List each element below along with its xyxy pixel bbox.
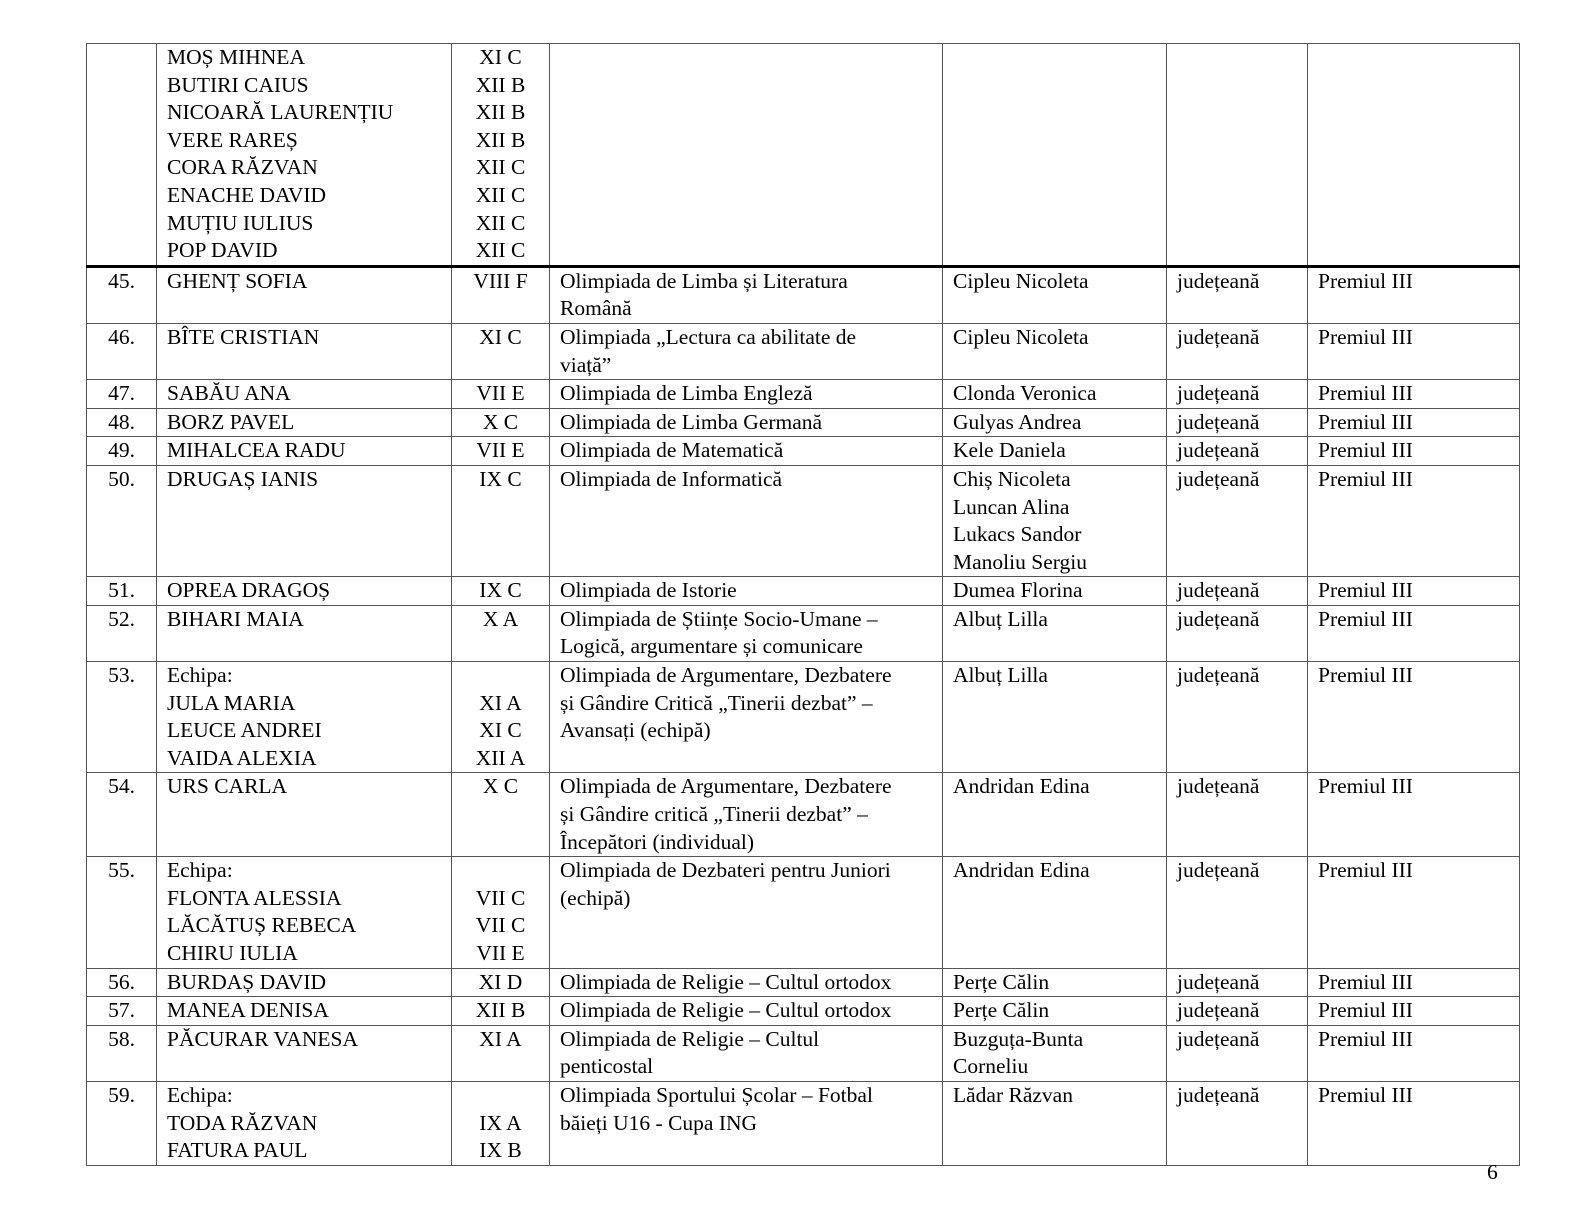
competition-line: și Gândire Critică „Tinerii dezbat” – <box>560 690 873 715</box>
competition <box>550 773 943 857</box>
student-class: VII E <box>476 381 525 406</box>
student-class: X A <box>482 606 519 631</box>
row-number: 52. <box>87 605 157 661</box>
stage: județeană <box>1167 857 1308 968</box>
student-name: BUTIRI CAIUS <box>167 72 309 97</box>
student-names <box>157 44 452 267</box>
table-row <box>87 408 1520 437</box>
competition-line: Avansați (echipă) <box>560 718 711 743</box>
student-name: URS CARLA <box>167 774 288 799</box>
student-class: VII C <box>475 913 526 938</box>
student-name: Echipa: <box>167 663 233 688</box>
prize <box>1308 44 1520 267</box>
student-class <box>452 857 549 885</box>
student-names <box>157 605 452 661</box>
competition-line: Olimpiada de Religie – Cultul ortodox <box>560 969 892 994</box>
student-classes <box>452 266 550 323</box>
student-class: XII C <box>475 155 526 180</box>
student-names <box>157 1081 452 1165</box>
student-class: VII E <box>476 941 525 965</box>
table-row <box>87 997 1520 1026</box>
student-names <box>157 857 452 968</box>
teachers <box>943 266 1167 323</box>
competition-line: Olimpiada de Limba și Literatura <box>560 268 848 293</box>
stage: județeană <box>1167 605 1308 661</box>
competition-line: Olimpiada de Informatică <box>560 466 783 491</box>
student-name: POP DAVID <box>167 238 278 263</box>
stage: județeană <box>1167 266 1308 323</box>
competition-line: (echipă) <box>560 885 631 910</box>
teachers <box>943 380 1167 409</box>
student-class: IX C <box>479 466 522 491</box>
student-names <box>157 380 452 409</box>
teacher-name: Kele Daniela <box>953 438 1066 463</box>
row-number: 45. <box>87 266 157 323</box>
teachers <box>943 577 1167 606</box>
student-name: SABĂU ANA <box>167 381 291 406</box>
student-classes <box>452 44 550 267</box>
student-names <box>157 662 452 773</box>
student-name: MANEA DENISA <box>167 998 329 1023</box>
student-names <box>157 773 452 857</box>
teachers <box>943 1081 1167 1165</box>
student-name: TODA RĂZVAN <box>167 1110 318 1135</box>
competition-line: Olimpiada de Dezbateri pentru Juniori <box>560 858 891 883</box>
teacher-name: Albuț Lilla <box>953 606 1048 631</box>
student-name: ENACHE DAVID <box>167 182 327 207</box>
competition <box>550 465 943 576</box>
teachers <box>943 323 1167 379</box>
row-number <box>87 44 157 267</box>
teachers <box>943 605 1167 661</box>
student-name: LĂCĂTUȘ REBECA <box>167 913 357 938</box>
student-class: XII B <box>475 998 526 1023</box>
row-number: 55. <box>87 857 157 968</box>
student-class: X C <box>482 774 519 799</box>
teacher-name: Lukacs Sandor <box>953 522 1082 547</box>
stage: județeană <box>1167 773 1308 857</box>
student-class: XI C <box>479 45 522 69</box>
student-name: DRUGAȘ IANIS <box>167 466 319 491</box>
student-names <box>157 968 452 997</box>
stage: județeană <box>1167 662 1308 773</box>
teacher-name: Clonda Veronica <box>953 381 1097 406</box>
prize: Premiul III <box>1308 773 1520 857</box>
teachers <box>943 968 1167 997</box>
prize: Premiul III <box>1308 408 1520 437</box>
teacher-name: Lădar Răzvan <box>953 1082 1073 1107</box>
student-names <box>157 408 452 437</box>
competition-line: Olimpiada de Științe Socio-Umane – <box>560 606 878 631</box>
student-name: MOȘ MIHNEA <box>167 45 305 69</box>
table-row <box>87 857 1520 968</box>
table-row <box>87 1081 1520 1165</box>
teacher-name: Andridan Edina <box>953 774 1090 799</box>
student-class <box>452 662 549 690</box>
row-number: 53. <box>87 662 157 773</box>
student-names <box>157 323 452 379</box>
competition <box>550 857 943 968</box>
stage: județeană <box>1167 465 1308 576</box>
competition-line: Olimpiada de Istorie <box>560 578 737 603</box>
student-name: BIHARI MAIA <box>167 606 304 631</box>
competition <box>550 323 943 379</box>
competition <box>550 577 943 606</box>
student-name: VERE RAREȘ <box>167 127 298 152</box>
stage <box>1167 44 1308 267</box>
competition-line: penticostal <box>560 1054 654 1079</box>
row-number: 56. <box>87 968 157 997</box>
stage: județeană <box>1167 1081 1308 1165</box>
competition <box>550 266 943 323</box>
student-class: XII B <box>475 72 526 97</box>
prize: Premiul III <box>1308 437 1520 466</box>
student-classes <box>452 437 550 466</box>
prize: Premiul III <box>1308 266 1520 323</box>
student-classes <box>452 662 550 773</box>
student-classes <box>452 408 550 437</box>
student-name: NICOARĂ LAURENȚIU <box>167 100 394 125</box>
student-class: XII A <box>475 745 526 770</box>
student-class: XII C <box>475 182 526 207</box>
teacher-name: Gulyas Andrea <box>953 409 1082 434</box>
row-number: 59. <box>87 1081 157 1165</box>
competition-line: băieți U16 - Cupa ING <box>560 1110 758 1135</box>
competition-line: Olimpiada de Argumentare, Dezbatere <box>560 663 892 688</box>
student-name: PĂCURAR VANESA <box>167 1026 358 1051</box>
competition <box>550 968 943 997</box>
teacher-name: Albuț Lilla <box>953 663 1048 688</box>
row-number: 46. <box>87 323 157 379</box>
student-class: XII B <box>475 100 526 125</box>
student-classes <box>452 773 550 857</box>
competition-line: viață” <box>560 352 612 377</box>
stage: județeană <box>1167 577 1308 606</box>
competition-line: Olimpiada de Limba Engleză <box>560 381 813 406</box>
teacher-name: Perțe Călin <box>953 998 1050 1023</box>
stage: județeană <box>1167 968 1308 997</box>
page-number: 6 <box>1487 1160 1498 1184</box>
competition <box>550 605 943 661</box>
row-number: 57. <box>87 997 157 1026</box>
table-row <box>87 968 1520 997</box>
prize: Premiul III <box>1308 465 1520 576</box>
row-number: 58. <box>87 1025 157 1081</box>
row-number: 50. <box>87 465 157 576</box>
student-name: CHIRU IULIA <box>167 941 298 965</box>
prize: Premiul III <box>1308 605 1520 661</box>
teachers <box>943 773 1167 857</box>
teacher-name: Cipleu Nicoleta <box>953 268 1089 293</box>
competition <box>550 408 943 437</box>
teachers <box>943 44 1167 267</box>
prize: Premiul III <box>1308 323 1520 379</box>
student-name: VAIDA ALEXIA <box>167 745 317 770</box>
table-row <box>87 773 1520 857</box>
student-class: VII C <box>475 885 526 910</box>
student-classes <box>452 1081 550 1165</box>
competition <box>550 437 943 466</box>
competition-line: Olimpiada de Argumentare, Dezbatere <box>560 774 892 799</box>
competition <box>550 380 943 409</box>
teachers <box>943 408 1167 437</box>
student-classes <box>452 465 550 576</box>
competition <box>550 997 943 1026</box>
competition-line: Olimpiada de Matematică <box>560 438 784 463</box>
table-row <box>87 605 1520 661</box>
teacher-name: Cipleu Nicoleta <box>953 324 1089 349</box>
student-class: VII E <box>476 438 525 463</box>
teachers <box>943 1025 1167 1081</box>
student-class: IX C <box>479 578 522 603</box>
continuation-row <box>87 44 1520 267</box>
student-names <box>157 577 452 606</box>
competition-line: Română <box>560 296 632 321</box>
row-number: 49. <box>87 437 157 466</box>
teacher-name: Buzguța-Bunta <box>953 1026 1084 1051</box>
stage: județeană <box>1167 437 1308 466</box>
prize: Premiul III <box>1308 380 1520 409</box>
student-names <box>157 997 452 1026</box>
student-class: XI C <box>479 324 522 349</box>
competition <box>550 44 943 267</box>
student-name: MUȚIU IULIUS <box>167 210 314 235</box>
student-name: CORA RĂZVAN <box>167 155 318 180</box>
table-row <box>87 380 1520 409</box>
competition-line: Logică, argumentare și comunicare <box>560 634 863 659</box>
stage: județeană <box>1167 1025 1308 1081</box>
student-class: XII C <box>475 238 526 263</box>
student-class: XI A <box>479 1026 522 1051</box>
teachers <box>943 465 1167 576</box>
student-name: MIHALCEA RADU <box>167 438 346 463</box>
competition <box>550 662 943 773</box>
student-classes <box>452 997 550 1026</box>
prize: Premiul III <box>1308 1081 1520 1165</box>
teachers <box>943 997 1167 1026</box>
student-names <box>157 437 452 466</box>
student-classes <box>452 968 550 997</box>
stage: județeană <box>1167 323 1308 379</box>
student-name: LEUCE ANDREI <box>167 718 322 743</box>
competition-line: Olimpiada „Lectura ca abilitate de <box>560 324 857 349</box>
competition-line: Olimpiada Sportului Școlar – Fotbal <box>560 1082 873 1107</box>
teacher-name: Luncan Alina <box>953 494 1070 519</box>
stage: județeană <box>1167 408 1308 437</box>
student-class: IX A <box>479 1110 522 1135</box>
student-name: Echipa: <box>167 858 233 883</box>
stage: județeană <box>1167 997 1308 1026</box>
competition <box>550 1025 943 1081</box>
student-classes <box>452 323 550 379</box>
row-number: 51. <box>87 577 157 606</box>
student-classes <box>452 1025 550 1081</box>
teacher-name: Corneliu <box>953 1054 1029 1079</box>
table-row <box>87 1025 1520 1081</box>
student-classes <box>452 577 550 606</box>
teacher-name: Manoliu Sergiu <box>953 549 1087 574</box>
table-row <box>87 577 1520 606</box>
student-name: BURDAȘ DAVID <box>167 969 327 994</box>
prize: Premiul III <box>1308 1025 1520 1081</box>
table-row <box>87 662 1520 773</box>
competition <box>550 1081 943 1165</box>
teacher-name: Dumea Florina <box>953 578 1083 603</box>
teachers <box>943 857 1167 968</box>
competition-line: Olimpiada de Religie – Cultul ortodox <box>560 998 892 1023</box>
student-class <box>452 1082 549 1110</box>
student-class: XII B <box>475 127 526 152</box>
student-name: GHENȚ SOFIA <box>167 268 308 293</box>
student-class: VIII F <box>473 268 528 293</box>
table-row <box>87 323 1520 379</box>
row-number: 48. <box>87 408 157 437</box>
student-class: XI A <box>479 690 522 715</box>
student-name: OPREA DRAGOȘ <box>167 578 331 603</box>
teachers <box>943 662 1167 773</box>
table-row <box>87 266 1520 323</box>
prize: Premiul III <box>1308 662 1520 773</box>
teacher-name: Perțe Călin <box>953 969 1050 994</box>
prize: Premiul III <box>1308 577 1520 606</box>
competition-line: Olimpiada de Religie – Cultul <box>560 1026 820 1051</box>
competition-line: Începători (individual) <box>560 829 755 854</box>
table-row <box>87 437 1520 466</box>
prize: Premiul III <box>1308 857 1520 968</box>
student-name: Echipa: <box>167 1082 233 1107</box>
student-class: XII C <box>475 210 526 235</box>
awards-table-body <box>87 44 1520 1166</box>
awards-table <box>86 43 1520 1166</box>
teacher-name: Andridan Edina <box>953 858 1090 883</box>
student-class: XI D <box>478 969 523 994</box>
student-classes <box>452 857 550 968</box>
student-classes <box>452 605 550 661</box>
row-number: 47. <box>87 380 157 409</box>
student-names <box>157 1025 452 1081</box>
student-class: IX B <box>479 1138 522 1163</box>
student-name: BÎTE CRISTIAN <box>167 324 320 349</box>
prize: Premiul III <box>1308 968 1520 997</box>
competition-line: și Gândire critică „Tinerii dezbat” – <box>560 802 868 827</box>
student-name: BORZ PAVEL <box>167 409 295 434</box>
prize: Premiul III <box>1308 997 1520 1026</box>
row-number: 54. <box>87 773 157 857</box>
student-classes <box>452 380 550 409</box>
student-name: FATURA PAUL <box>167 1138 308 1163</box>
teachers <box>943 437 1167 466</box>
student-class: X C <box>482 409 519 434</box>
table-row <box>87 465 1520 576</box>
student-name: FLONTA ALESSIA <box>167 885 342 910</box>
competition-line: Olimpiada de Limba Germană <box>560 409 823 434</box>
stage: județeană <box>1167 380 1308 409</box>
teacher-name: Chiș Nicoleta <box>953 466 1071 491</box>
student-names <box>157 266 452 323</box>
student-name: JULA MARIA <box>167 690 296 715</box>
student-names <box>157 465 452 576</box>
student-class: XI C <box>479 718 522 743</box>
